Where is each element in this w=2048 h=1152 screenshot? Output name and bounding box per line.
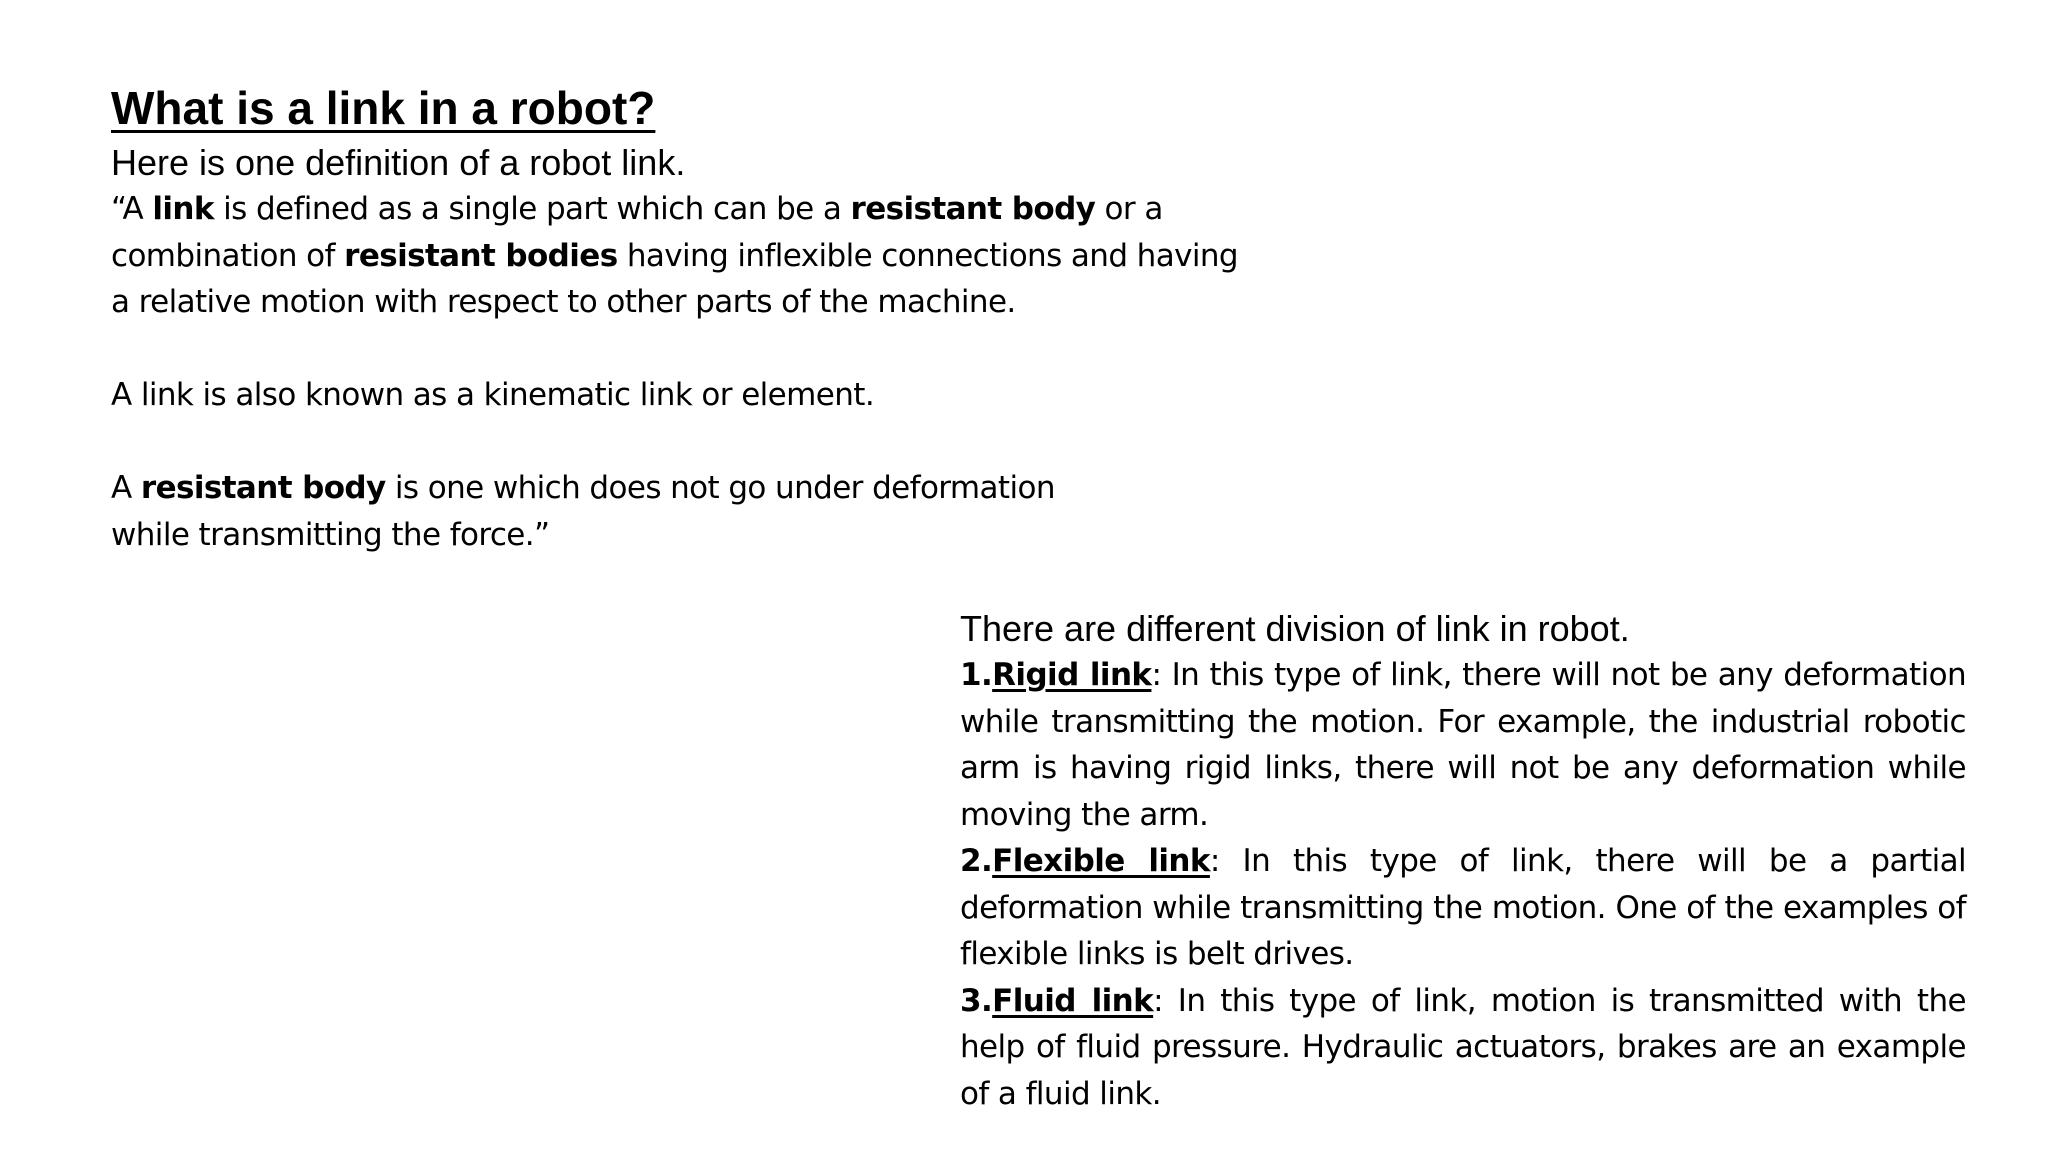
item-description: : In this type of link, there will be a partial deformation while transmitting the motion. One of the examples of flexible links is belt drives. — [960, 843, 1966, 972]
text-run: or a — [1095, 191, 1163, 227]
term-link: link — [152, 191, 214, 227]
paragraph-gap — [111, 419, 1291, 466]
term-resistant-body: resistant body — [850, 191, 1096, 227]
term-resistant-bodies: resistant bodies — [344, 237, 618, 274]
item-term: Rigid link — [992, 657, 1152, 693]
text-run: is defined as a single part which can be a — [213, 191, 851, 227]
item-number: 1. — [960, 657, 993, 693]
text-run: having inflexible connections and having — [617, 237, 1239, 274]
definition-line-3: a relative motion with respect to other parts of the machine. — [111, 284, 1016, 320]
definition-line-6: while transmitting the force.” — [111, 516, 550, 553]
item-description: : In this type of link, motion is transmitted with the help of fluid pressure. Hydraulic actuators, brakes are an example of a fluid link. — [960, 982, 1966, 1112]
definition-line-5 — [111, 465, 1291, 512]
paragraph-gap — [111, 326, 1291, 373]
item-number: 2. — [960, 843, 993, 879]
definition-section — [111, 140, 1291, 558]
item-number: 3. — [960, 982, 993, 1019]
text-run: is one which does not go under deformation — [385, 470, 1055, 506]
item-term: Flexible link — [992, 843, 1210, 879]
term-resistant-body: resistant body — [140, 470, 386, 506]
division-item-flexible — [960, 838, 1966, 978]
text-run: A — [111, 470, 141, 506]
divisions-heading: There are different division of link in robot. — [960, 608, 1630, 649]
divisions-section — [960, 606, 1966, 1117]
slide-title: What is a link in a robot? — [111, 82, 656, 134]
division-item-rigid — [960, 652, 1966, 838]
definition-line-1 — [111, 186, 1291, 233]
division-item-fluid — [960, 978, 1966, 1118]
text-run: combination of — [111, 237, 345, 274]
definition-line-4: A link is also known as a kinematic link or element. — [111, 377, 875, 413]
definition-line-2 — [111, 233, 1291, 280]
text-run: “A — [111, 191, 153, 227]
intro-text: Here is one definition of a robot link. — [111, 142, 686, 183]
definition-quote — [111, 186, 1291, 558]
item-description: : In this type of link, there will not be any deformation while transmitting the motion. For example, the industrial robotic arm is having rigid links, there will not be any deformation while moving the arm. — [960, 657, 1967, 833]
item-term: Fluid link — [992, 982, 1154, 1019]
